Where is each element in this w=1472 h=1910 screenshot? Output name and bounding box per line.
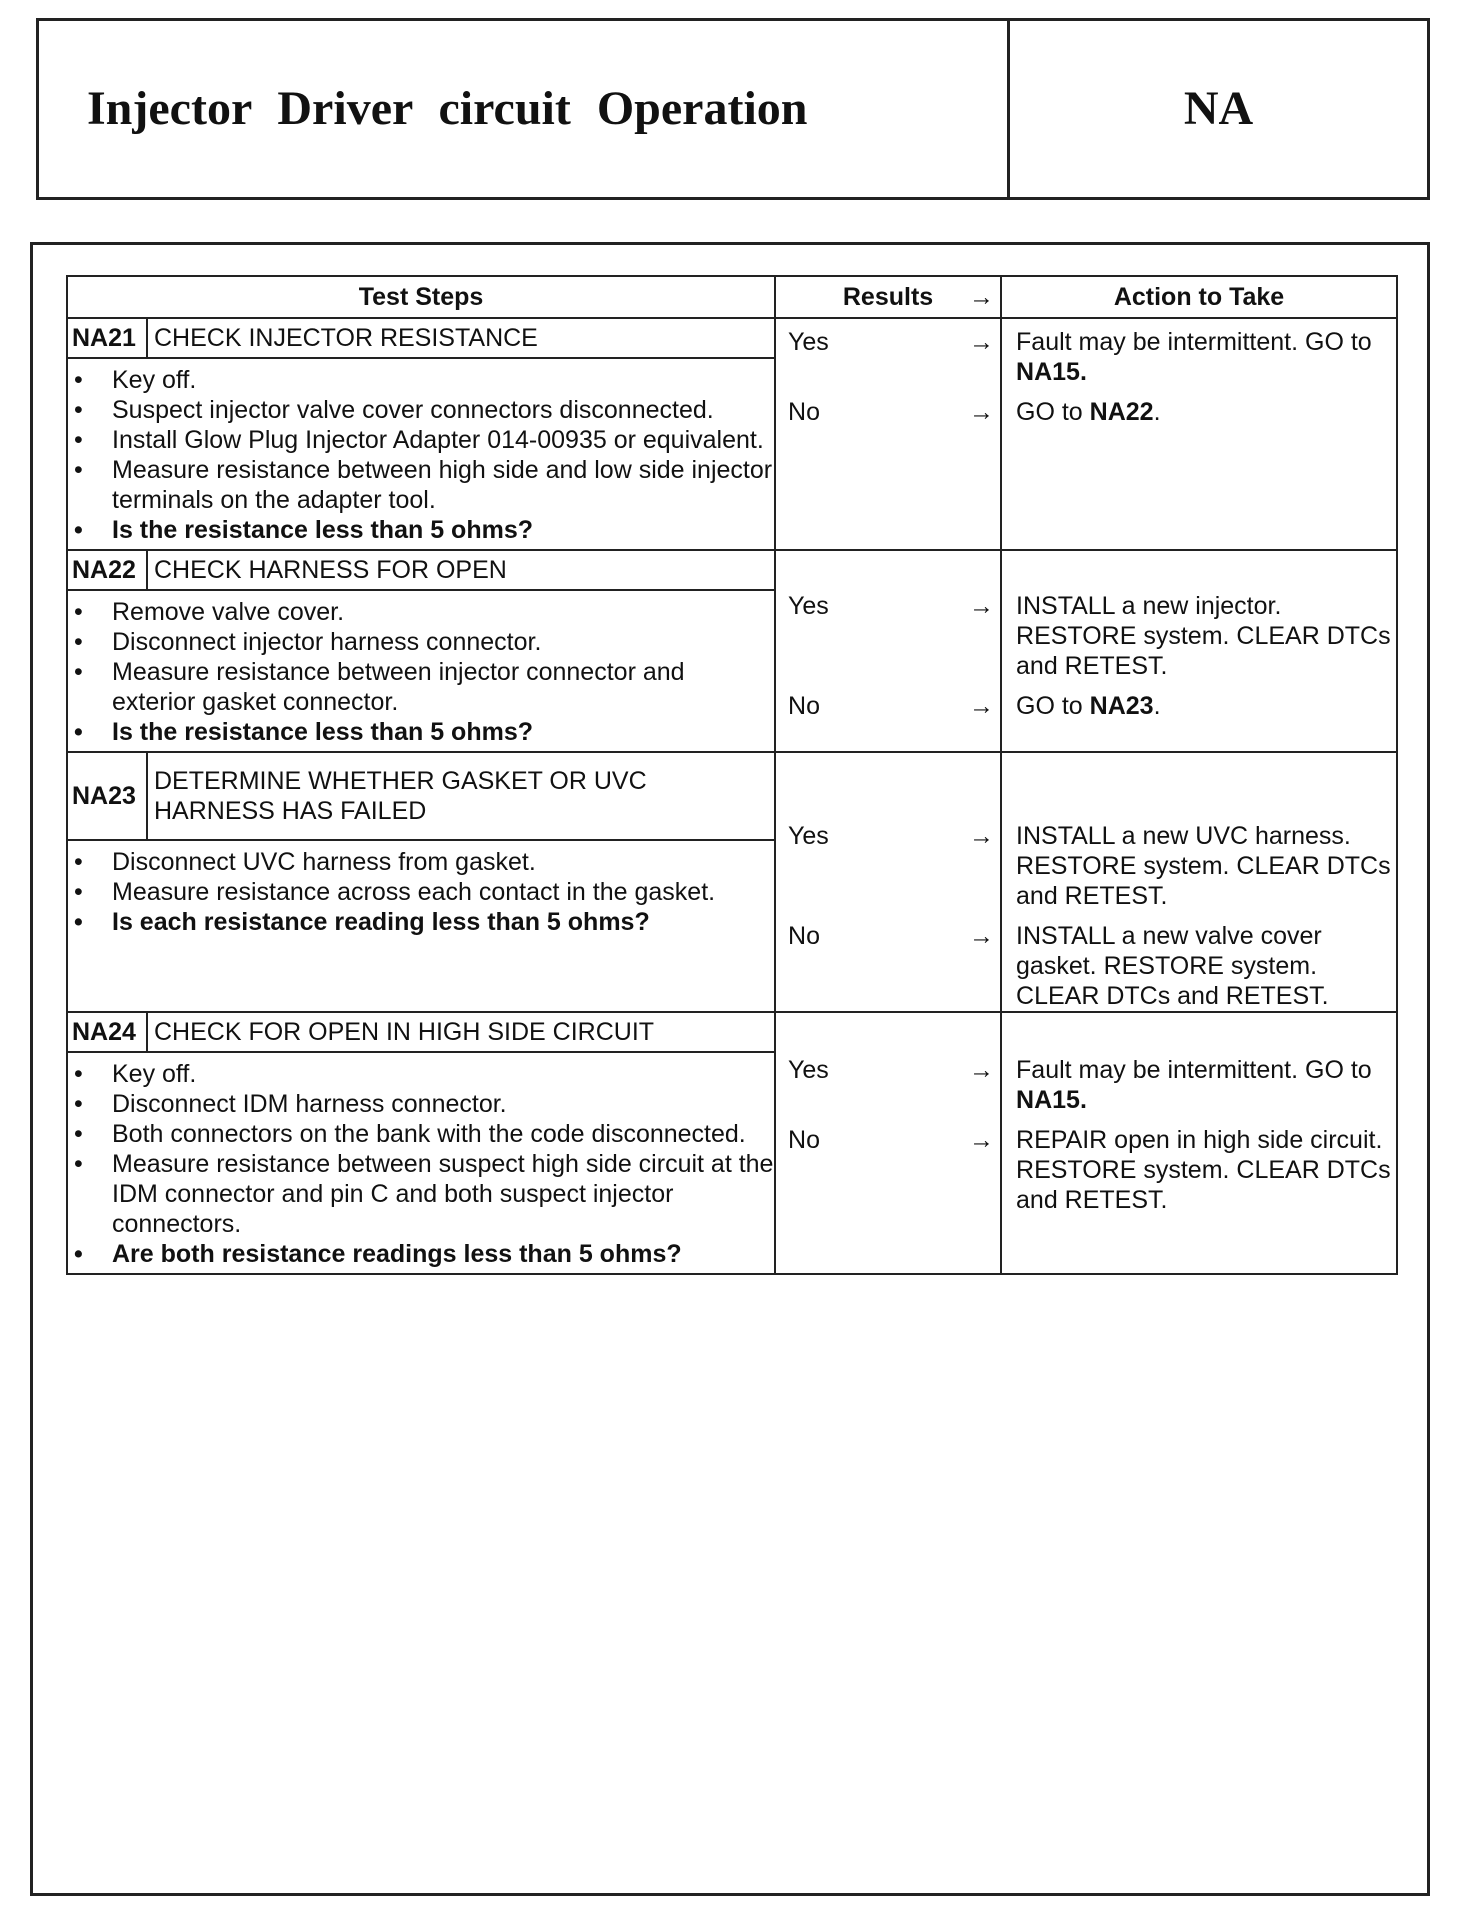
action-cell	[1001, 1012, 1397, 1274]
result-no	[776, 397, 1000, 427]
step-reference: NA22	[1089, 398, 1154, 426]
result-no	[776, 1125, 1000, 1155]
step-title-row	[67, 550, 1397, 590]
step-instructions	[67, 840, 775, 1013]
section-code: NA	[1183, 82, 1254, 135]
page-title: Injector Driver circuit Operation	[87, 82, 808, 135]
list-item: • Measure resistance between high side and low side injector terminals on the adapter tool.	[112, 455, 774, 515]
action-cell	[1001, 752, 1397, 1012]
list-item: • Disconnect UVC harness from gasket.	[112, 847, 774, 877]
arrow-right-icon: →	[969, 822, 995, 850]
result-no	[776, 921, 1000, 951]
step-reference: NA15	[1016, 1086, 1080, 1114]
list-item: • Disconnect IDM harness connector.	[112, 1089, 774, 1119]
result-label: No	[788, 398, 820, 426]
result-yes	[776, 821, 1000, 851]
test-steps-table	[66, 275, 1398, 1275]
list-item: • Key off.	[112, 365, 774, 395]
result-yes	[776, 327, 1000, 357]
step-id: NA23	[67, 752, 147, 840]
result-label: Yes	[788, 822, 829, 850]
result-label: No	[788, 922, 820, 950]
step-instructions	[67, 358, 775, 550]
result-label: Yes	[788, 592, 829, 620]
action-yes: Fault may be intermittent. GO to NA15.	[1016, 1056, 1372, 1114]
action-no: GO to NA22.	[1016, 398, 1161, 426]
arrow-right-icon: →	[969, 592, 995, 620]
result-label: No	[788, 1126, 820, 1154]
arrow-right-icon: →	[969, 283, 995, 311]
action-cell	[1001, 550, 1397, 752]
step-question: • Is each resistance reading less than 5 ohms?	[112, 907, 774, 937]
results-cell	[775, 318, 1001, 550]
action-no: REPAIR open in high side circuit. RESTORE system. CLEAR DTCs and RETEST.	[1016, 1126, 1391, 1214]
list-item: • Measure resistance across each contact in the gasket.	[112, 877, 774, 907]
list-item: • Key off.	[112, 1059, 774, 1089]
result-yes	[776, 591, 1000, 621]
step-title-row	[67, 752, 1397, 840]
step-instructions	[67, 590, 775, 752]
results-cell	[775, 1012, 1001, 1274]
action-yes: INSTALL a new UVC harness. RESTORE system. CLEAR DTCs and RETEST.	[1016, 822, 1391, 910]
result-label: Yes	[788, 1056, 829, 1084]
arrow-right-icon: →	[969, 398, 995, 426]
arrow-right-icon: →	[969, 922, 995, 950]
step-id: NA24	[67, 1012, 147, 1052]
header-box	[36, 18, 1430, 200]
arrow-right-icon: →	[969, 1126, 995, 1154]
step-title-row	[67, 318, 1397, 358]
action-no: GO to NA23.	[1016, 692, 1161, 720]
step-reference: NA23	[1089, 692, 1154, 720]
list-item: • Both connectors on the bank with the code disconnected.	[112, 1119, 774, 1149]
action-yes: Fault may be intermittent. GO to NA15.	[1016, 328, 1372, 386]
header-results-label: Results	[842, 283, 934, 311]
result-yes	[776, 1055, 1000, 1085]
results-cell	[775, 550, 1001, 752]
step-title: CHECK HARNESS FOR OPEN	[147, 550, 775, 590]
header-results	[775, 276, 1001, 318]
action-no: INSTALL a new valve cover gasket. RESTORE system. CLEAR DTCs and RETEST.	[1016, 922, 1329, 1010]
step-question: • Is the resistance less than 5 ohms?	[112, 515, 774, 545]
step-title: CHECK FOR OPEN IN HIGH SIDE CIRCUIT	[147, 1012, 775, 1052]
header-action: Action to Take	[1001, 276, 1397, 318]
step-reference: NA15	[1016, 358, 1080, 386]
step-question: • Are both resistance readings less than 5 ohms?	[112, 1239, 774, 1269]
step-title: DETERMINE WHETHER GASKET OR UVC HARNESS HAS FAILED	[147, 752, 775, 840]
result-label: Yes	[788, 328, 829, 356]
results-cell	[775, 752, 1001, 1012]
list-item: • Remove valve cover.	[112, 597, 774, 627]
table-header-row	[67, 276, 1397, 318]
step-id: NA22	[67, 550, 147, 590]
step-title: CHECK INJECTOR RESISTANCE	[147, 318, 775, 358]
result-label: No	[788, 692, 820, 720]
list-item: • Measure resistance between injector connector and exterior gasket connector.	[112, 657, 774, 717]
list-item: • Suspect injector valve cover connectors disconnected.	[112, 395, 774, 425]
step-instructions	[67, 1052, 775, 1274]
result-no	[776, 691, 1000, 721]
step-question: • Is the resistance less than 5 ohms?	[112, 717, 774, 747]
arrow-right-icon: →	[969, 1056, 995, 1084]
list-item: • Disconnect injector harness connector.	[112, 627, 774, 657]
arrow-right-icon: →	[969, 328, 995, 356]
list-item: • Install Glow Plug Injector Adapter 014-00935 or equivalent.	[112, 425, 774, 455]
arrow-right-icon: →	[969, 692, 995, 720]
header-test-steps: Test Steps	[67, 276, 775, 318]
action-cell	[1001, 318, 1397, 550]
action-yes: INSTALL a new injector. RESTORE system. CLEAR DTCs and RETEST.	[1016, 592, 1391, 680]
step-title-row	[67, 1012, 1397, 1052]
list-item: • Measure resistance between suspect high side circuit at the IDM connector and pin C and both suspect injector connectors.	[112, 1149, 774, 1239]
step-id: NA21	[67, 318, 147, 358]
